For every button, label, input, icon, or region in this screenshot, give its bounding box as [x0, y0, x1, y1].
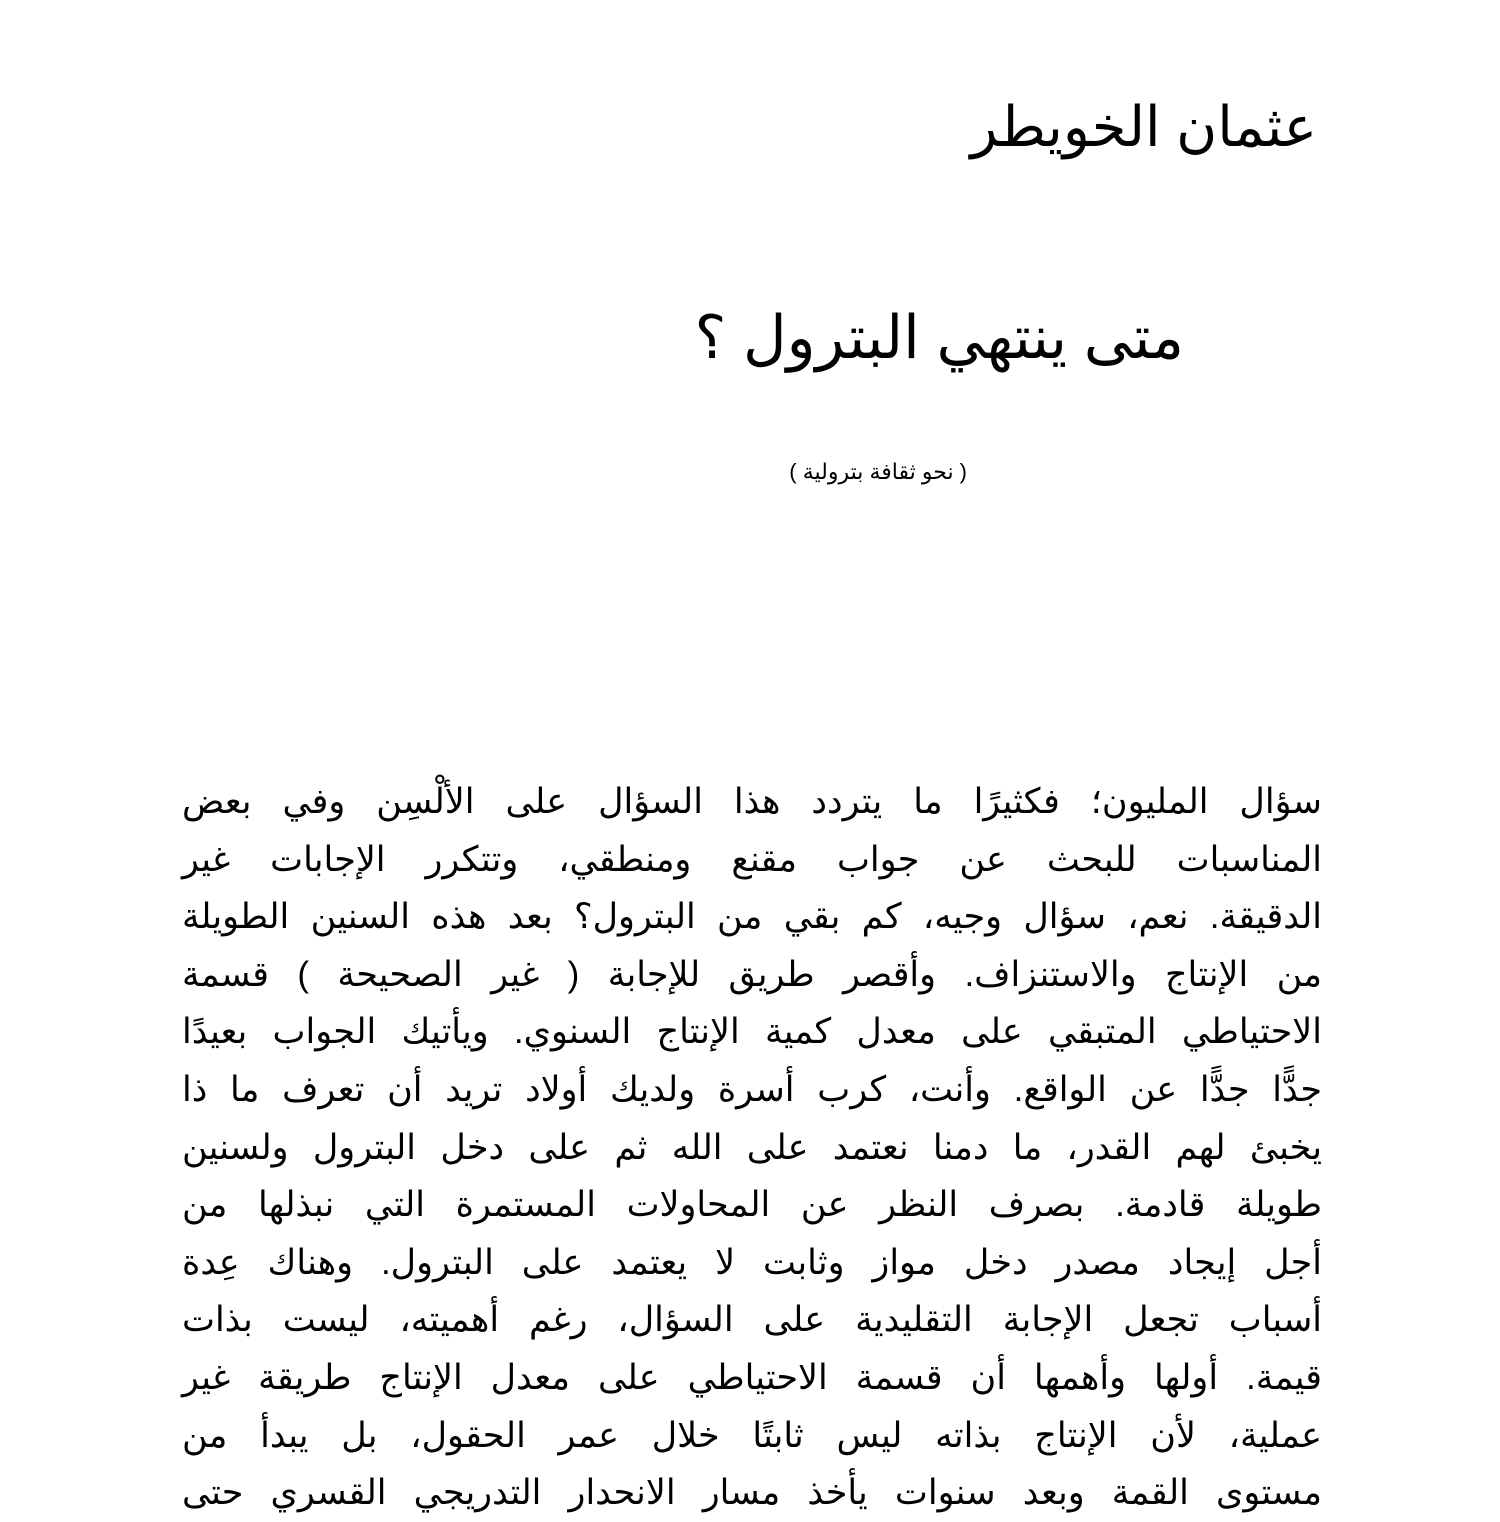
- body-line: عملية، لأن الإنتاج بذاته ليس ثابتًا خلال عمر الحقول، بل يبدأ من: [182, 1415, 1322, 1455]
- body-line: يخبئ لهم القدر، ما دمنا نعتمد على الله ثم على دخل البترول ولسنين: [182, 1127, 1322, 1167]
- body-line: مستوى القمة وبعد سنوات يأخذ مسار الانحدار التدريجي القسري حتى: [182, 1473, 1322, 1513]
- body-line: أسباب تجعل الإجابة التقليدية على السؤال، رغم أهميته، ليست بذات: [182, 1300, 1322, 1340]
- body-line: من الإنتاج والاستنزاف. وأقصر طريق للإجابة ( غير الصحيحة ) قسمة: [182, 954, 1322, 994]
- author-name: عثمان الخويطر: [970, 95, 1317, 158]
- body-line: جدًّا جدًّا عن الواقع. وأنت، كرب أسرة ولديك أولاد تريد أن تعرف ما ذا: [182, 1069, 1322, 1109]
- document-title: متى ينتهي البترول ؟: [694, 304, 1184, 371]
- body-line: أجل إيجاد مصدر دخل مواز وثابت لا يعتمد على البترول. وهناك عِدة: [182, 1242, 1322, 1282]
- body-line: قيمة. أولها وأهمها أن قسمة الاحتياطي على معدل الإنتاج طريقة غير: [182, 1357, 1322, 1397]
- body-line: سؤال المليون؛ فكثيرًا ما يتردد هذا السؤال على الألْسِن وفي بعض: [182, 782, 1322, 821]
- body-line: طويلة قادمة. بصرف النظر عن المحاولات المستمرة التي نبذلها من: [182, 1185, 1322, 1225]
- body-paragraph: [182, 773, 1322, 1522]
- body-line: الاحتياطي المتبقي على معدل كمية الإنتاج السنوي. ويأتيك الجواب بعيدًا: [182, 1012, 1322, 1052]
- document-subtitle: ( نحو ثقافة بترولية ): [789, 459, 967, 484]
- body-line: الدقيقة. نعم، سؤال وجيه، كم بقي من البترول؟ بعد هذه السنين الطويلة: [182, 897, 1322, 937]
- body-line: المناسبات للبحث عن جواب مقنع ومنطقي، وتتكرر الإجابات غير: [182, 839, 1322, 879]
